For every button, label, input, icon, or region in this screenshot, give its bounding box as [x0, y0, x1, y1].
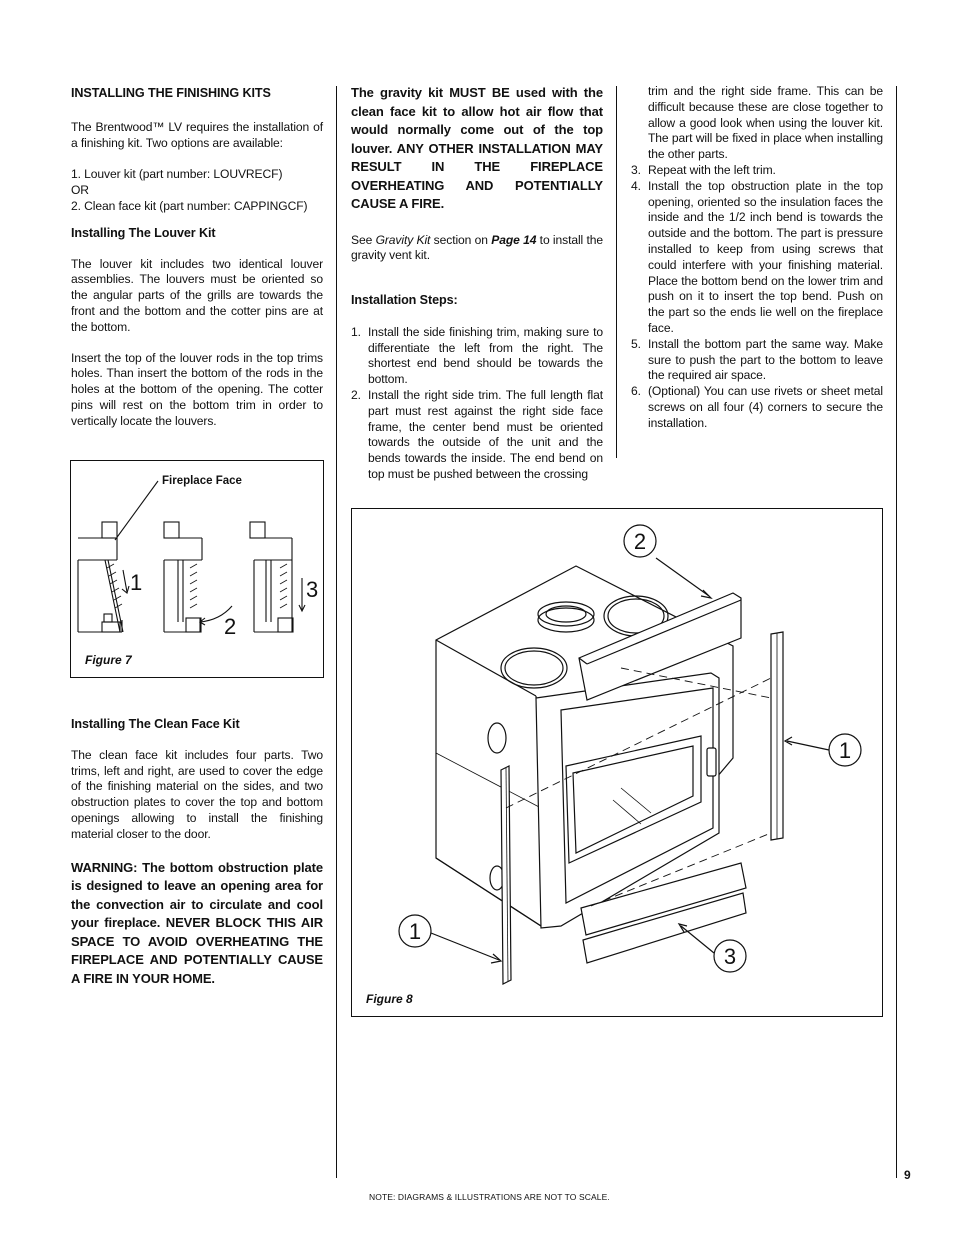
- clean-face-section: [71, 717, 323, 988]
- gravity-kit-link[interactable]: Gravity Kit: [375, 232, 431, 247]
- step-6: 6. (Optional) You can use rivets or sheet metal screws on all four (4) corners to secure the installation.: [631, 384, 883, 430]
- figure-8-callout-right: 1: [838, 738, 852, 763]
- gravity-kit-warning: The gravity kit MUST BE used with the clean face kit to allow hot air flow that would normally come out of the top louver. ANY OTHER INSTALLATION MAY RESULT IN THE FIREPLACE OVERHEATING AND POTENTIALLY CAUSE A FIRE.: [351, 85, 603, 211]
- column-divider-middle: [616, 86, 617, 458]
- step-1: 1. Install the side finishing trim, making sure to differentiate the left from the right. The shortest end bend should be towards the bottom.: [351, 324, 603, 387]
- step-5: 5. Install the bottom part the same way. Make sure to push the part to the bottom to leave the required air space.: [631, 336, 883, 383]
- see-middle: section on: [430, 232, 492, 247]
- step-2: 2. Install the right side trim. The full length flat part must rest against the right side face frame, the center bend must be oriented towards the outside of the unit and the bends towards the inside. The end bend on top must be pushed between the crossing: [351, 388, 603, 482]
- installation-steps-list-continued: [631, 163, 883, 432]
- figure-7: [70, 460, 324, 678]
- clean-face-heading: Installing The Clean Face Kit: [71, 717, 240, 731]
- louver-diagram: [70, 460, 324, 678]
- middle-column: [351, 84, 603, 483]
- step-2-continued: trim and the right side frame. This can be difficult because these are close together to allow a good look when using the louver kit. The part will be fixed in place when installing the other parts.: [648, 84, 883, 162]
- column-divider-left: [336, 86, 337, 1178]
- option-1: 1. Louver kit (part number: LOUVRECF): [71, 167, 283, 182]
- louver-paragraph-1: The louver kit includes two identical louver assemblies. The louvers must be oriented so the angular parts of the grills are towards the front and the bottom and the cotter pins are at the bottom.: [71, 256, 323, 334]
- see-prefix: See: [351, 232, 376, 247]
- installation-steps-heading: Installation Steps:: [351, 293, 458, 308]
- figure-7-callout-3: 3: [306, 577, 319, 602]
- see-suffix: to install the gravity vent kit.: [351, 232, 603, 263]
- figure-8-caption: Figure 8: [366, 992, 413, 1006]
- scale-note: NOTE: DIAGRAMS & ILLUSTRATIONS ARE NOT TO SCALE.: [369, 1192, 610, 1202]
- figure-8: [351, 508, 883, 1017]
- louver-kit-heading: Installing The Louver Kit: [71, 225, 216, 240]
- figure-8-callout-left: 1: [408, 919, 422, 944]
- intro-text: The Brentwood™ LV requires the installation of a finishing kit. Two options are available:: [71, 119, 323, 150]
- column-divider-right: [896, 86, 897, 1178]
- figure-7-callout-1: 1: [130, 570, 143, 595]
- louver-paragraph-2: Insert the top of the louver rods in the top trims holes. Than insert the bottom of the rods in the holes at the bottom of the opening. The cotter pins will rest on the bottom trim in order to vertically locate the louvers.: [71, 350, 323, 428]
- left-column: [71, 86, 323, 430]
- option-or: OR: [71, 183, 89, 198]
- clean-face-paragraph: The clean face kit includes four parts. Two trims, left and right, are used to cover the edge of the finishing material on the sides, and two obstruction plates to cover the top and bottom openings allowing to install the finishing material closer to the door.: [71, 747, 323, 841]
- step-4: 4. Install the top obstruction plate in the top opening, oriented so the insulation faces the inside and the 1/2 inch bend is towards the outside and the bottom. The part is pressure installed to keep from using screws that could interfere with your finishing material. Place the bottom bend on the lower trim and push on it to insert the top bend. Push on the part so the ends lie well on the fireplace face.: [631, 178, 883, 335]
- warning-text: WARNING: The bottom obstruction plate is designed to leave an opening area for the convection air to circulate and cool your fireplace. NEVER BLOCK THIS AIR SPACE TO AVOID OVERHEATING THE FIREPLACE AND POTENTIALLY CAUSE A FIRE IN YOUR HOME.: [71, 859, 323, 986]
- step-3: 3. Repeat with the left trim.: [631, 162, 776, 177]
- option-2: 2. Clean face kit (part number: CAPPINGCF): [71, 198, 308, 213]
- figure-7-caption: Figure 7: [85, 653, 132, 667]
- figure-8-callout-top: 2: [633, 529, 647, 554]
- gravity-kit-reference: [351, 233, 603, 265]
- right-column: [631, 84, 883, 432]
- figure-7-callout-2: 2: [224, 614, 237, 639]
- section-heading: INSTALLING THE FINISHING KITS: [71, 86, 271, 100]
- page-14-link[interactable]: Page 14: [491, 232, 537, 247]
- fireplace-face-label: Fireplace Face: [162, 475, 242, 487]
- figure-8-callout-bottom: 3: [723, 944, 737, 969]
- installation-steps-list: [351, 325, 603, 483]
- page-number: 9: [904, 1168, 911, 1182]
- clean-face-kit-diagram: [351, 508, 883, 1017]
